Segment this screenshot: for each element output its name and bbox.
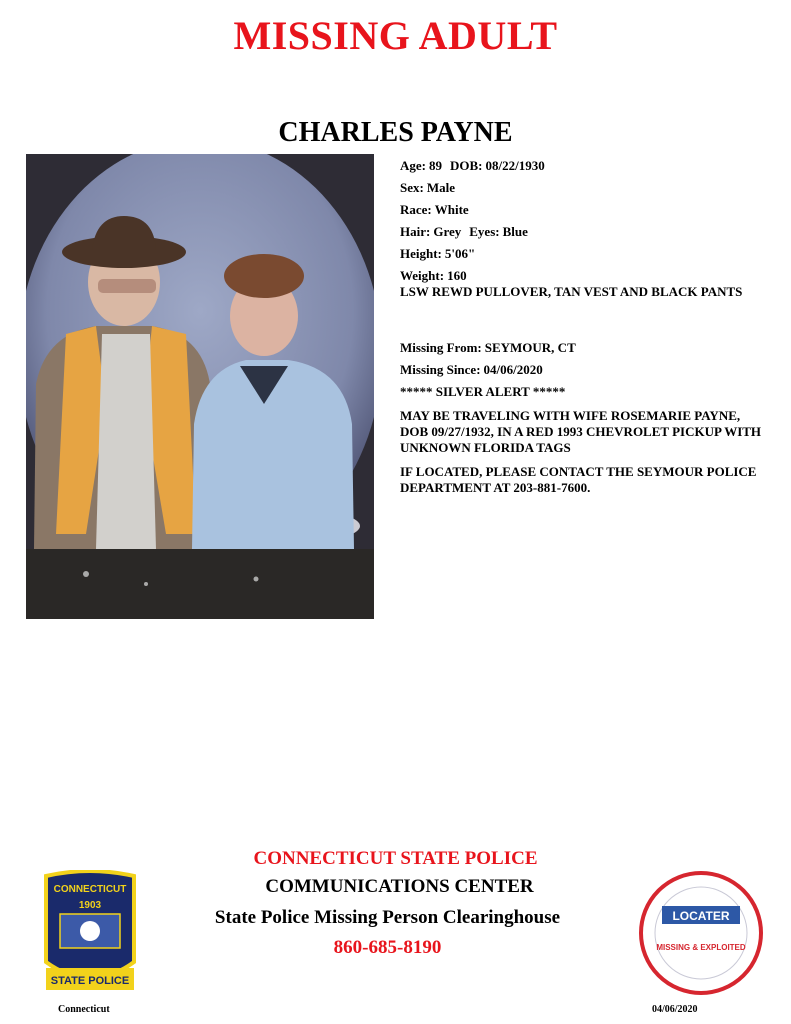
right-caption: 04/06/2020 — [652, 1004, 698, 1015]
dob-value: 08/22/1930 — [485, 158, 545, 173]
svg-text:LOCATER: LOCATER — [672, 909, 730, 923]
dob-label: DOB: — [450, 158, 483, 173]
left-caption: Connecticut — [58, 1004, 110, 1015]
hair-value: Grey — [433, 224, 462, 239]
state-police-badge-logo — [40, 870, 140, 996]
age-dob-row — [400, 158, 770, 174]
svg-text:1903: 1903 — [78, 900, 102, 911]
missing-since-value: 04/06/2020 — [483, 362, 543, 377]
weight-label: Weight: — [400, 268, 445, 283]
person-details — [400, 158, 770, 502]
sex-label: Sex: — [400, 180, 424, 195]
race-label: Race: — [400, 202, 432, 217]
contact-phone: 860-685-8190 — [333, 937, 442, 958]
missing-from-label: Missing From: — [400, 340, 482, 355]
silver-alert-text: ***** SILVER ALERT ***** — [400, 384, 566, 399]
eyes-value: Blue — [502, 224, 528, 239]
clothing-description: LSW REWD PULLOVER, TAN VEST AND BLACK PANTS — [400, 284, 743, 299]
weight-value: 160 — [447, 268, 467, 283]
hair-eyes-row — [400, 224, 770, 240]
svg-text:CONNECTICUT: CONNECTICUT — [53, 884, 127, 895]
height-row — [400, 246, 770, 262]
eyes-label: Eyes: — [469, 224, 500, 239]
hair-label: Hair: — [400, 224, 431, 239]
missing-from-value: SEYMOUR, CT — [484, 340, 576, 355]
race-row — [400, 202, 770, 218]
race-value: White — [434, 202, 469, 217]
age-value: 89 — [429, 158, 442, 173]
age-label: Age: — [400, 158, 426, 173]
person-photo — [26, 154, 374, 619]
missing-from-row — [400, 340, 770, 356]
svg-text:MISSING & EXPLOITED: MISSING & EXPLOITED — [656, 943, 746, 952]
locater-seal-logo — [638, 870, 764, 996]
weight-row — [400, 268, 770, 284]
poster-title: MISSING ADULT — [233, 13, 558, 58]
communications-center: COMMUNICATIONS CENTER — [265, 876, 534, 897]
missing-since-row — [400, 362, 770, 378]
height-value: 5'06" — [444, 246, 476, 261]
traveling-note: MAY BE TRAVELING WITH WIFE ROSEMARIE PAYNE, DOB 09/27/1932, IN A RED 1993 CHEVROLET PICKUP WITH UNKNOWN FLORIDA TAGS — [400, 408, 762, 455]
sex-row — [400, 180, 770, 196]
clearinghouse-name: State Police Missing Person Clearinghouse — [214, 907, 561, 928]
contact-instructions: IF LOCATED, PLEASE CONTACT THE SEYMOUR POLICE DEPARTMENT AT 203-881-7600. — [400, 464, 757, 495]
person-name: CHARLES PAYNE — [278, 117, 513, 148]
agency-name: CONNECTICUT STATE POLICE — [253, 848, 538, 869]
height-label: Height: — [400, 246, 442, 261]
missing-since-label: Missing Since: — [400, 362, 481, 377]
sex-value: Male — [426, 180, 455, 195]
svg-text:STATE POLICE: STATE POLICE — [50, 975, 130, 987]
